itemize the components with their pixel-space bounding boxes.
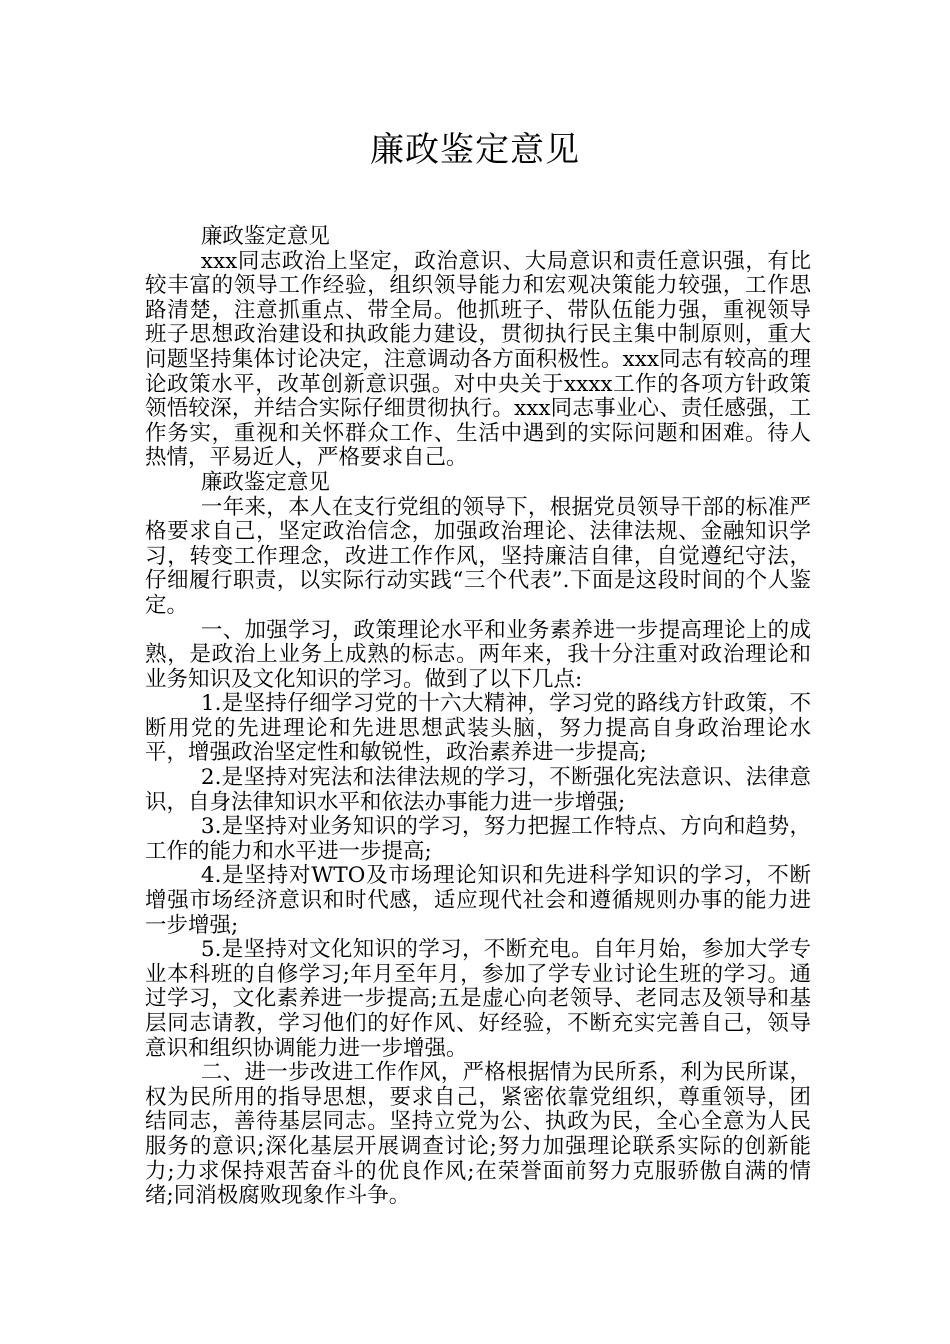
paragraph-item-4: 4.是坚持对WTO及市场理论知识和先进科学知识的学习，不断增强市场经济意识和时代感，适应现代社会和遵循规则办事的能力进一步增强;	[145, 863, 811, 938]
paragraph-item-3: 3.是坚持对业务知识的学习，努力把握工作特点、方向和趋势，工作的能力和水平进一步提高;	[145, 814, 811, 864]
paragraph-section-2: 二、进一步改进工作作风，严格根据情为民所系，利为民所谋，权为民所用的指导思想，要求自己，紧密依靠党组织，尊重领导，团结同志，善待基层同志。坚持立党为公、执政为民，全心全意为人民服务的意识;深化基层开展调查讨论;努力加强理论联系实际的创新能力;力求保持艰苦奋斗的优良作风;在荣誉面前努力克服骄傲自满的情绪;同消极腐败现象作斗争。	[145, 1060, 811, 1209]
paragraph-heading-1: 廉政鉴定意见	[200, 224, 330, 249]
paragraph-item-2: 2.是坚持对宪法和法律法规的学习，不断强化宪法意识、法律意识，自身法律知识水平和依法办事能力进一步增强;	[145, 765, 811, 815]
paragraph-item-1: 1.是坚持仔细学习党的十六大精神，学习党的路线方针政策，不断用党的先进理论和先进思想武装头脑，努力提高自身政治理论水平，增强政治坚定性和敏锐性，政治素养进一步提高;	[145, 691, 811, 766]
paragraph-section-1: 一、加强学习，政策理论水平和业务素养进一步提高理论上的成熟，是政治上业务上成熟的标志。两年来，我十分注重对政治理论和业务知识及文化知识的学习。做到了以下几点:	[145, 617, 811, 692]
document-body	[145, 225, 811, 1209]
paragraph-evaluation: xxx同志政治上坚定，政治意识、大局意识和责任意识强，有比较丰富的领导工作经验，组织领导能力和宏观决策能力较强，工作思路清楚，注意抓重点、带全局。他抓班子、带队伍能力强，重视领导班子思想政治建设和执政能力建设，贯彻执行民主集中制原则，重大问题坚持集体讨论决定，注意调动各方面积极性。xxx同志有较高的理论政策水平，改革创新意识强。对中央关于xxxx工作的各项方针政策领悟较深，并结合实际仔细贯彻执行。xxx同志事业心、责任感强，工作务实，重视和关怀群众工作、生活中遇到的实际问题和困难。待人热情，平易近人，严格要求自己。	[145, 248, 811, 471]
paragraph-heading-2: 廉政鉴定意见	[200, 469, 330, 495]
paragraph-intro: 一年来，本人在支行党组的领导下，根据党员领导干部的标准严格要求自己，坚定政治信念，加强政治理论、法律法规、金融知识学习，转变工作理念，改进工作作风，坚持廉洁自律，自觉遵纪守法，仔细履行职责，以实际行动实践“三个代表”.下面是这段时间的个人鉴定。	[145, 494, 811, 618]
paragraph-item-5: 5.是坚持对文化知识的学习，不断充电。自年月始，参加大学专业本科班的自修学习;年月至年月，参加了学专业讨论生班的学习。通过学习，文化素养进一步提高;五是虚心向老领导、老同志及领导和基层同志请教，学习他们的好作风、好经验，不断充实完善自己，领导意识和组织协调能力进一步增强。	[145, 937, 811, 1061]
document-title: 廉政鉴定意见	[370, 130, 580, 170]
